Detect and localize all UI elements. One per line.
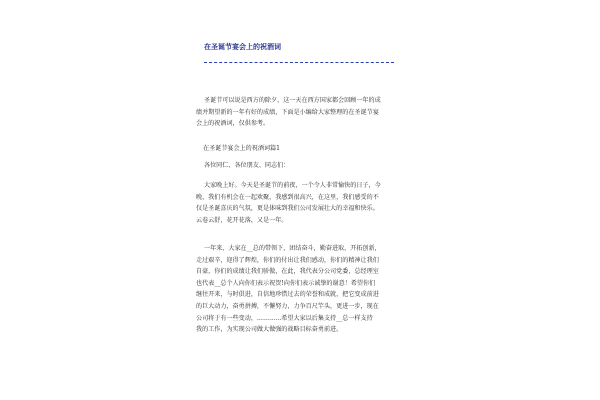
title-divider [204, 62, 394, 63]
text-line: 会上的祝酒词，仅供参考。 [196, 120, 270, 128]
text-line: 大家晚上好。今天是圣诞节的前夜，一个令人非常愉快的日子，今 [204, 182, 381, 189]
text-line: 在圣诞节宴会上的祝酒词篇1 [203, 145, 281, 152]
document-title: 在圣诞节宴会上的祝酒词 [204, 42, 281, 51]
text-line: 的巨大动力，奋勇拼搏，不懈努力，力争百尺竿头，更进一步，现在 [196, 302, 379, 310]
text-line: 自豪，你们的成绩让我们骄傲，在此，我代表分公司党委，总经理室 [196, 268, 379, 276]
text-line: 我的工作，为实现公司做大做强的战略目标奋勇前进。 [196, 326, 343, 334]
paragraph-intro [196, 95, 381, 130]
text-line: 仅是圣诞喜庆的气氛，更是体味到我们公司发展壮大的幸福和快乐。 [196, 205, 379, 213]
text-line: 也代表__总个人向你们表示祝贺!向你们表示诚挚的谢意！希望你们 [196, 279, 376, 287]
text-line: 绩并期望新的一年有好的成绩，下面是小编给大家整理的在圣诞节宴 [196, 108, 379, 116]
paragraph-body-1 [196, 180, 381, 226]
paragraph-greeting [204, 160, 289, 172]
text-line: 一年来，大家在__总的带领下，团结奋斗，勤奋进取，开拓创新， [204, 245, 381, 252]
text-line: 晚，我们有机会在一起欢聚，我感到很高兴，在这里，我们感受的不 [196, 193, 379, 201]
text-line: 各位同仁、各位朋友、同志们： [204, 162, 290, 169]
text-line: 继往开来，与时俱进，自信地珍惜过去的荣誉和成就，把它变成前进 [196, 291, 379, 299]
text-line: 云卷云舒，花开花落，又是一年。 [196, 216, 288, 224]
text-line: 公司将于有一些变动，…………希望大家以后集支持__总一样支持 [196, 314, 373, 322]
paragraph-body-2 [196, 243, 381, 336]
text-line: 圣诞节可以说是西方的除夕，这一天在西方国家都会回顾一年的成 [204, 97, 381, 104]
paragraph-subtitle [203, 143, 280, 155]
text-line: 走过艰辛，迎得了辉煌，你们的付出让我们感动，你们的精神让我们 [196, 256, 379, 264]
